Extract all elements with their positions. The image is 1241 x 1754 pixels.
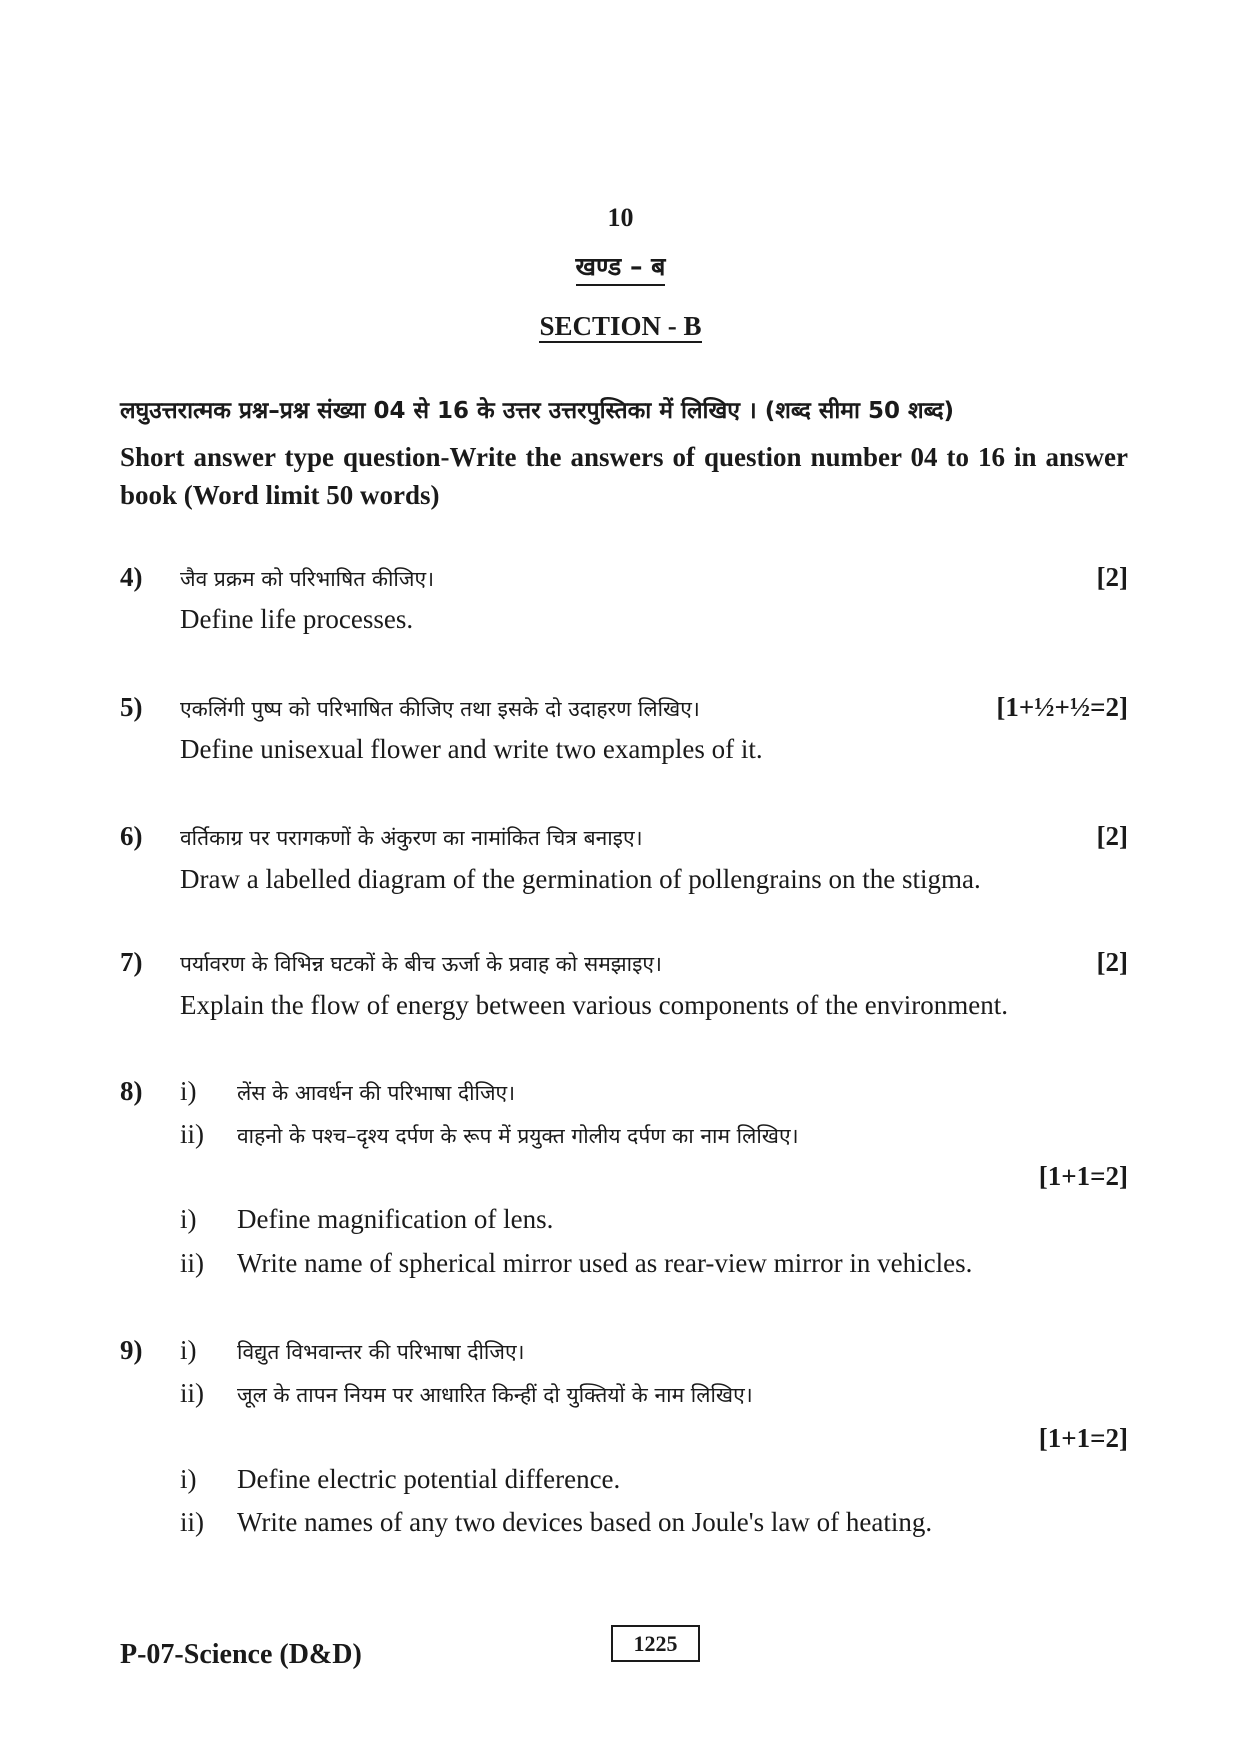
question-text-hindi: पर्यावरण के विभिन्न घटकों के बीच ऊर्जा के प्रवाह को समझाइए।: [180, 952, 662, 976]
instructions-english: Short answer type question-Write the answers of question number 04 to 16 in answer book (Word limit 50 words): [120, 442, 1128, 510]
question-marks: [1+½+½=2]: [996, 692, 1128, 722]
question-marks: [2]: [1096, 821, 1128, 851]
page-number: 10: [607, 203, 634, 232]
section-title-hindi: खण्ड – ब: [0, 249, 1241, 283]
subpart-label: i): [180, 1464, 197, 1494]
subpart-text-hindi: जूल के तापन नियम पर आधारित किन्हीं दो युक्तियों के नाम लिखिए।: [237, 1383, 753, 1407]
subpart-label: ii): [180, 1507, 204, 1537]
subpart-text-english: Define magnification of lens.: [237, 1204, 554, 1234]
question-number: 6): [120, 821, 143, 851]
subpart-label: i): [180, 1204, 197, 1234]
subpart-label: i): [180, 1076, 197, 1106]
subpart-label: ii): [180, 1248, 204, 1278]
question-text-english: Explain the flow of energy between various components of the environment.: [180, 990, 1009, 1020]
section-title-english: SECTION - B: [539, 311, 702, 341]
instructions-hindi: लघुउत्तरात्मक प्रश्न–प्रश्न संख्या 04 से 16 के उत्तर उत्तरपुस्तिका में लिखिए । (शब्द सीमा 50 शब्द): [120, 398, 955, 424]
question-marks: [1+1=2]: [1038, 1423, 1128, 1453]
paper-number-box: 1225: [611, 1625, 700, 1662]
question-text-hindi: वर्तिकाग्र पर परागकणों के अंकुरण का नामांकित चित्र बनाइए।: [180, 826, 643, 850]
question-text-hindi: जैव प्रक्रम को परिभाषित कीजिए।: [180, 567, 435, 591]
subpart-text-hindi: विद्युत विभवान्तर की परिभाषा दीजिए।: [237, 1340, 525, 1364]
question-text-english: Define life processes.: [180, 604, 414, 634]
question-number: 9): [120, 1335, 143, 1365]
subpart-label: ii): [180, 1119, 204, 1149]
question-number: 5): [120, 692, 143, 722]
question-number: 7): [120, 947, 143, 977]
subpart-text-hindi: लेंस के आवर्धन की परिभाषा दीजिए।: [237, 1081, 516, 1105]
question-marks: [1+1=2]: [1038, 1161, 1128, 1191]
question-text-hindi: एकलिंगी पुष्प को परिभाषित कीजिए तथा इसके दो उदाहरण लिखिए।: [180, 697, 700, 721]
question-marks: [2]: [1096, 947, 1128, 977]
paper-code: P-07-Science (D&D): [120, 1639, 362, 1670]
subpart-label: ii): [180, 1378, 204, 1408]
question-text-english: Define unisexual flower and write two examples of it.: [180, 734, 763, 764]
subpart-label: i): [180, 1335, 197, 1365]
question-number: 4): [120, 562, 143, 592]
subpart-text-english: Define electric potential difference.: [237, 1464, 621, 1494]
question-number: 8): [120, 1076, 143, 1106]
subpart-text-english: Write name of spherical mirror used as rear-view mirror in vehicles.: [237, 1248, 973, 1278]
question-marks: [2]: [1096, 562, 1128, 592]
subpart-text-english: Write names of any two devices based on Joule's law of heating.: [237, 1507, 933, 1537]
subpart-text-hindi: वाहनो के पश्च–दृश्य दर्पण के रूप में प्रयुक्त गोलीय दर्पण का नाम लिखिए।: [237, 1124, 799, 1148]
question-text-english: Draw a labelled diagram of the germination of pollengrains on the stigma.: [180, 864, 981, 894]
